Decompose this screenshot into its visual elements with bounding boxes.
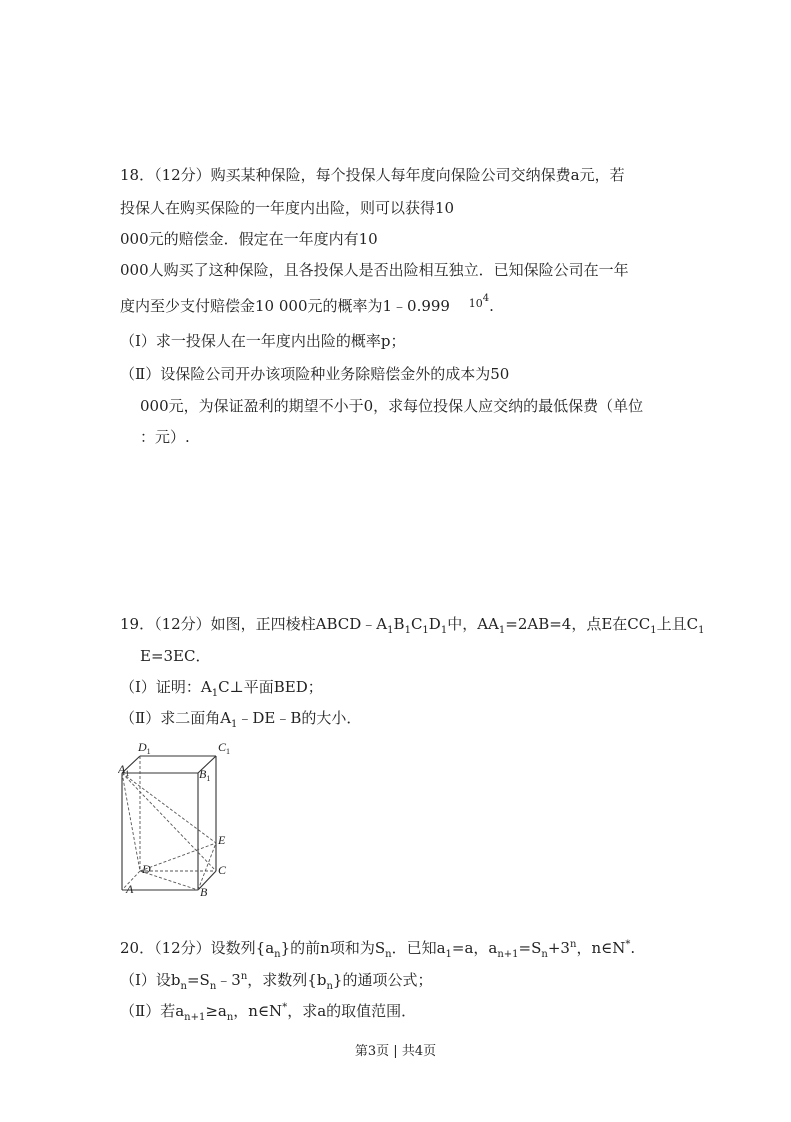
q20-sub: n+1: [497, 949, 519, 960]
q18-line-3: 000元的赔偿金．假定在一年度内有10: [120, 230, 378, 248]
q20-p1-text: （Ⅰ）设b: [120, 971, 181, 989]
q20-p2-text: ，求a的取值范围．: [287, 1002, 417, 1020]
q20-text: =a，a: [451, 939, 498, 957]
q19-sub: 1: [650, 625, 657, 636]
q18-part-1: （Ⅰ）求一投保人在一年度内出险的概率p；: [120, 332, 406, 350]
label-b: B: [200, 885, 208, 899]
q20-p2-text: ，n∈N: [233, 1002, 283, 1020]
label-d: D: [142, 862, 151, 876]
prism-figure: [118, 738, 238, 900]
q19-p1-sub: 1: [211, 688, 219, 699]
q19-text-g: 上且C: [656, 615, 699, 633]
q20-p1-sup: n: [240, 971, 248, 982]
q20-p2-sup: *: [282, 1002, 288, 1013]
q19-part-2: [120, 708, 361, 728]
q18-part-2-line-1: （Ⅱ）设保险公司开办该项险种业务除赔偿金外的成本为50: [120, 365, 510, 383]
q19-p2-text-b: ﹣DE﹣B的大小．: [237, 709, 362, 727]
label-e: E: [218, 833, 226, 847]
q18-part-2-line-3: ：元）.: [140, 428, 190, 446]
edge-a1e: [122, 773, 216, 843]
page-footer: 第3页 | 共4页: [354, 1044, 437, 1059]
q19-p1-text-a: （Ⅰ）证明：A: [120, 678, 212, 696]
q20-p1-text: }的通项公式；: [332, 971, 433, 989]
q19-p2-sub: 1: [231, 719, 238, 730]
q19-sub: 1: [387, 625, 394, 636]
q20-sub: n: [385, 949, 392, 960]
q19-sub: 1: [498, 625, 506, 636]
edge-be: [198, 843, 216, 890]
q19-text-f: =2AB=4，点E在CC: [505, 615, 651, 633]
q20-text: +3: [547, 939, 570, 957]
q20-sub: n: [541, 949, 548, 960]
q20-p2-text: （Ⅱ）若a: [120, 1002, 185, 1020]
q18-line-2: 投保人在购买保险的一年度内出险，则可以获得10: [120, 199, 455, 217]
q20-p1-text: ﹣3: [216, 971, 241, 989]
q19-part-1: [120, 677, 323, 697]
label-a1: $A_1$: [118, 762, 130, 778]
q20-text: =S: [518, 939, 542, 957]
q18-exp-power: 4: [482, 293, 490, 304]
q20-text: ．已知a: [391, 939, 446, 957]
q19-line-2: E=3EC．: [140, 647, 211, 665]
q18-part-2-line-2: 000元，为保证盈利的期望不小于0，求每位投保人应交纳的最低保费（单位: [140, 397, 644, 415]
q18-exp-base: 10: [468, 297, 483, 310]
q20-p2-text: ≥a: [205, 1002, 227, 1020]
q19-sub: 1: [440, 625, 448, 636]
q20-p2-sub: n: [226, 1012, 234, 1023]
q20-sup: *: [625, 939, 631, 950]
q18-period: .: [489, 297, 494, 315]
label-c: C: [218, 863, 227, 877]
q20-p2-sub: n+1: [184, 1012, 206, 1023]
label-d1: $D_1$: [138, 740, 151, 756]
q20-text: 20．（12分）设数列{a: [120, 939, 275, 957]
q20-p1-text: =S: [186, 971, 210, 989]
label-c1: $C_1$: [218, 740, 231, 756]
q20-part-2: [120, 1001, 416, 1021]
q18-line-4: 000人购买了这种保险，且各投保人是否出险相互独立．已知保险公司在一年: [120, 261, 629, 279]
q19-line-1: [120, 614, 704, 634]
q18-line-5: [120, 293, 494, 318]
q20-p1-sub: n: [326, 981, 333, 992]
q20-text: }的前n项和为S: [280, 939, 386, 957]
q19-text-c: C: [410, 615, 423, 633]
q20-sup: n: [569, 939, 577, 950]
q20-part-1: [120, 970, 432, 990]
q19-text-e: 中，AA: [447, 615, 499, 633]
q20-text: ，n∈N: [576, 939, 626, 957]
q19-p2-text-a: （Ⅱ）求二面角A: [120, 709, 232, 727]
q18-line-1: 18．（12分）购买某种保险，每个投保人每年度向保险公司交纳保费a元，若: [120, 166, 625, 184]
label-b1: $B_1$: [199, 767, 211, 783]
q19-sub: 1: [422, 625, 429, 636]
edge-a1d: [122, 773, 140, 871]
q19-text-a: 19．（12分）如图，正四棱柱ABCD﹣A: [120, 615, 388, 633]
q20-line-1: [120, 938, 635, 958]
edge-de: [140, 843, 216, 871]
q19-text-b: B: [393, 615, 405, 633]
q18-prob-text: 度内至少支付赔偿金10 000元的概率为1﹣0.999: [120, 297, 450, 315]
q20-sub: n: [274, 949, 281, 960]
q19-sub: 1: [698, 625, 705, 636]
edge-a1c: [122, 773, 216, 871]
q20-p1-text: ，求数列{b: [247, 971, 327, 989]
label-a: A: [126, 882, 134, 896]
q20-sub: 1: [445, 949, 452, 960]
q19-text-d: D: [428, 615, 441, 633]
q19-sub: 1: [404, 625, 411, 636]
q20-p1-sub: n: [209, 981, 217, 992]
q20-text: .: [630, 939, 636, 957]
q20-p1-sub: n: [180, 981, 187, 992]
q19-p1-text-b: C⊥平面BED；: [218, 678, 323, 696]
